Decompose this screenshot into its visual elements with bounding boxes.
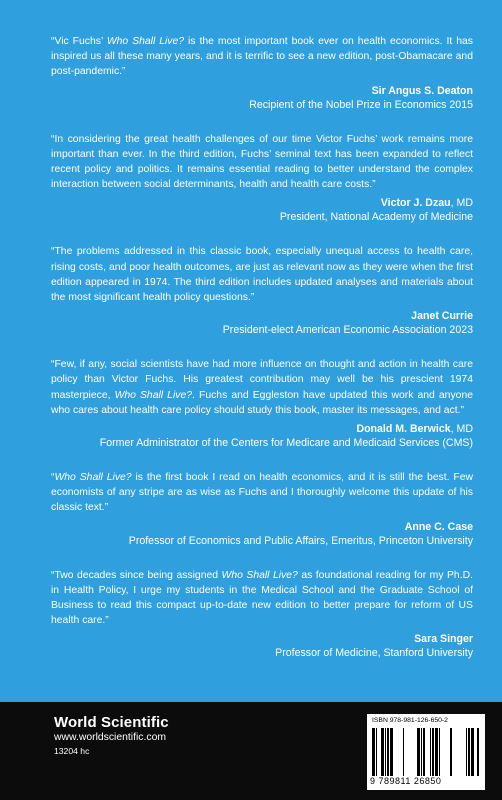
quote-fragment: . Fuchs and Eggleston have updated this work and anyone who cares about health care policy should study this book, master its messages, and act.” — [51, 389, 473, 416]
barcode-digits: 9 789811 26850 — [370, 776, 442, 786]
footer-bar — [0, 702, 502, 800]
book-title-italic: Who Shall Live? — [114, 389, 193, 401]
barcode-bar — [390, 728, 393, 776]
barcode-bar — [417, 728, 420, 776]
barcode-bar — [450, 728, 452, 776]
barcode-bar — [372, 728, 375, 776]
barcode-bar — [468, 728, 470, 776]
barcode-bar — [477, 728, 479, 776]
barcode-bar — [387, 728, 389, 776]
quote-fragment: “Two decades since being assigned — [51, 569, 222, 581]
quote-text — [51, 132, 473, 193]
barcode-bar — [376, 728, 377, 776]
barcode-bar — [432, 728, 434, 776]
endorser-name-text: Sir Angus S. Deaton — [371, 84, 473, 97]
endorser-title: Professor of Economics and Public Affairs, Emeritus, Princeton University — [128, 534, 473, 547]
barcode-bar — [423, 728, 425, 776]
endorser-name-text: Anne C. Case — [404, 520, 473, 533]
quote-fragment: “Few, if any, social scientists have had more influence on thought and action in health care policy than Victor Fuchs. His greatest contribution may well be his prescient 1974 masterpiece, — [51, 359, 473, 401]
publisher-name: World Scientific — [54, 714, 169, 731]
publisher-url: www.worldscientific.com — [54, 732, 167, 743]
barcode-bars — [372, 728, 480, 776]
product-code: 13204 hc — [54, 746, 90, 756]
endorser-name-text: Victor J. Dzau — [380, 197, 451, 210]
endorsement-block — [51, 470, 473, 548]
isbn-barcode — [367, 714, 485, 790]
isbn-label: ISBN 978-981-126-650-2 — [372, 717, 448, 724]
endorser-name — [51, 632, 473, 646]
barcode-bar — [421, 728, 422, 776]
quote-fragment: is the most important book ever on health economics. It has inspired us all these many years, and it is terrific to see a new edition, post-Obamacare and post-pandemic.” — [51, 36, 473, 78]
quote-fragment: “In considering the great health challenges of our time Victor Fuchs’ work remains more important than ever. In the third edition, Fuchs’ seminal text has been expanded to reflect recent policy and politics. It remains essential reading to better understand the complex interaction between social determinants, health and health care costs.” — [51, 133, 473, 191]
endorser-title: Former Administrator of the Centers for Medicare and Medicaid Services (CMS) — [99, 437, 473, 450]
quote-text — [51, 357, 473, 418]
book-title-italic: Who Shall Live? — [54, 472, 132, 484]
endorser-degree: , MD — [450, 423, 473, 436]
barcode-bar — [385, 728, 386, 776]
endorser-name — [51, 309, 473, 323]
endorsement-block — [51, 132, 473, 225]
endorser-name-text: Sara Singer — [414, 633, 473, 646]
barcode-bar — [435, 728, 438, 776]
endorsement-block — [51, 357, 473, 450]
endorser-name — [51, 422, 473, 436]
endorsements — [51, 34, 473, 680]
quote-text — [51, 34, 473, 80]
quote-fragment: as foundational reading for my Ph.D. in Health Policy, I urge my students in the Medical School and the Graduate School of Business to read this compact up-to-date new edition to better prepare for reform of US health care.” — [51, 569, 473, 627]
barcode-bar — [471, 728, 474, 776]
endorser-name — [51, 520, 473, 534]
book-title-italic: Who Shall Live? — [106, 36, 185, 47]
quote-fragment: “Vic Fuchs’ — [51, 36, 107, 47]
quote-fragment: is the first book I read on health economics, and it is still the best. Few economists of any stripe are as wise as Fuchs and I thoroughly welcome this update of his classic text.” — [51, 472, 473, 514]
endorser-name — [51, 196, 473, 210]
publisher-info — [54, 714, 169, 756]
endorser-name — [51, 84, 473, 98]
barcode-bar — [430, 728, 431, 776]
quote-fragment: “ — [51, 472, 55, 484]
endorser-degree: , MD — [450, 197, 473, 210]
barcode-bar — [403, 728, 404, 776]
endorsement-block — [51, 244, 473, 337]
book-title-italic: Who Shall Live? — [221, 569, 298, 581]
barcode-bar — [381, 728, 384, 776]
barcode-bar — [466, 728, 467, 776]
endorser-title: President, National Academy of Medicine — [279, 211, 473, 224]
endorser-name-text: Donald M. Berwick — [356, 423, 451, 436]
endorser-title: President-elect American Economic Association 2023 — [222, 324, 473, 337]
endorser-title: Recipient of the Nobel Prize in Economics 2015 — [249, 98, 473, 111]
quote-text — [51, 244, 473, 305]
endorser-title: Professor of Medicine, Stanford University — [275, 647, 473, 660]
quote-fragment: “The problems addressed in this classic book, especially unequal access to health care, rising costs, and poor health outcomes, are just as relevant now as they were when the first edition appeared in 1974. The third edition includes updated analyses and materials about the most significant health policy questions.” — [51, 246, 473, 304]
endorsement-block — [51, 568, 473, 661]
quote-text — [51, 470, 473, 516]
endorsement-block — [51, 34, 473, 112]
barcode-bar — [439, 728, 440, 776]
endorser-name-text: Janet Currie — [411, 310, 473, 323]
quote-text — [51, 568, 473, 629]
